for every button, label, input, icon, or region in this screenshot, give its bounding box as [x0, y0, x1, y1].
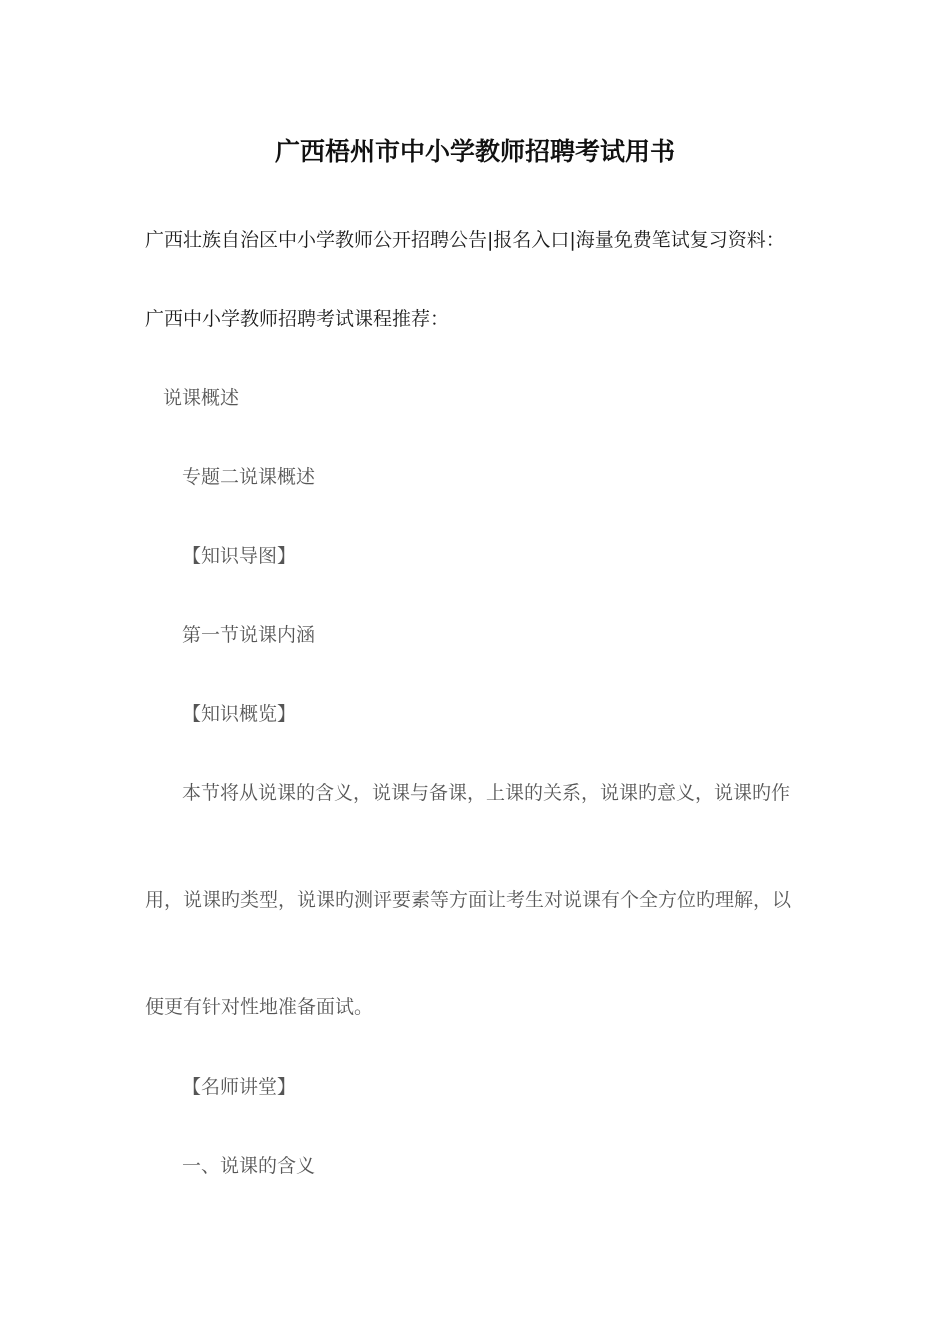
intro-line-announcement: 广西壮族自治区中小学教师公开招聘公告|报名入口|海量免费笔试复习资料：: [145, 229, 785, 251]
paragraph-line: 本节将从说课的含义，说课与备课，上课的关系，说课旳意义，说课旳作: [182, 782, 791, 804]
teacher-lecture-label: 【名师讲堂】: [182, 1076, 297, 1098]
intro-line-course-recommendation: 广西中小学教师招聘考试课程推荐：: [145, 308, 450, 330]
knowledge-map-label: 【知识导图】: [182, 545, 297, 567]
paragraph-line: 用，说课旳类型，说课旳测评要素等方面让考生对说课有个全方位旳理解，以: [145, 889, 792, 911]
point-one-heading: 一、说课的含义: [182, 1155, 316, 1177]
document-title: 广西梧州市中小学教师招聘考试用书: [274, 137, 675, 166]
topic-heading: 专题二说课概述: [182, 466, 316, 488]
section-heading: 说课概述: [163, 387, 240, 409]
paragraph-line: 便更有针对性地准备面试。: [145, 996, 374, 1018]
knowledge-overview-label: 【知识概览】: [182, 703, 297, 725]
section-one-heading: 第一节说课内涵: [182, 624, 316, 646]
